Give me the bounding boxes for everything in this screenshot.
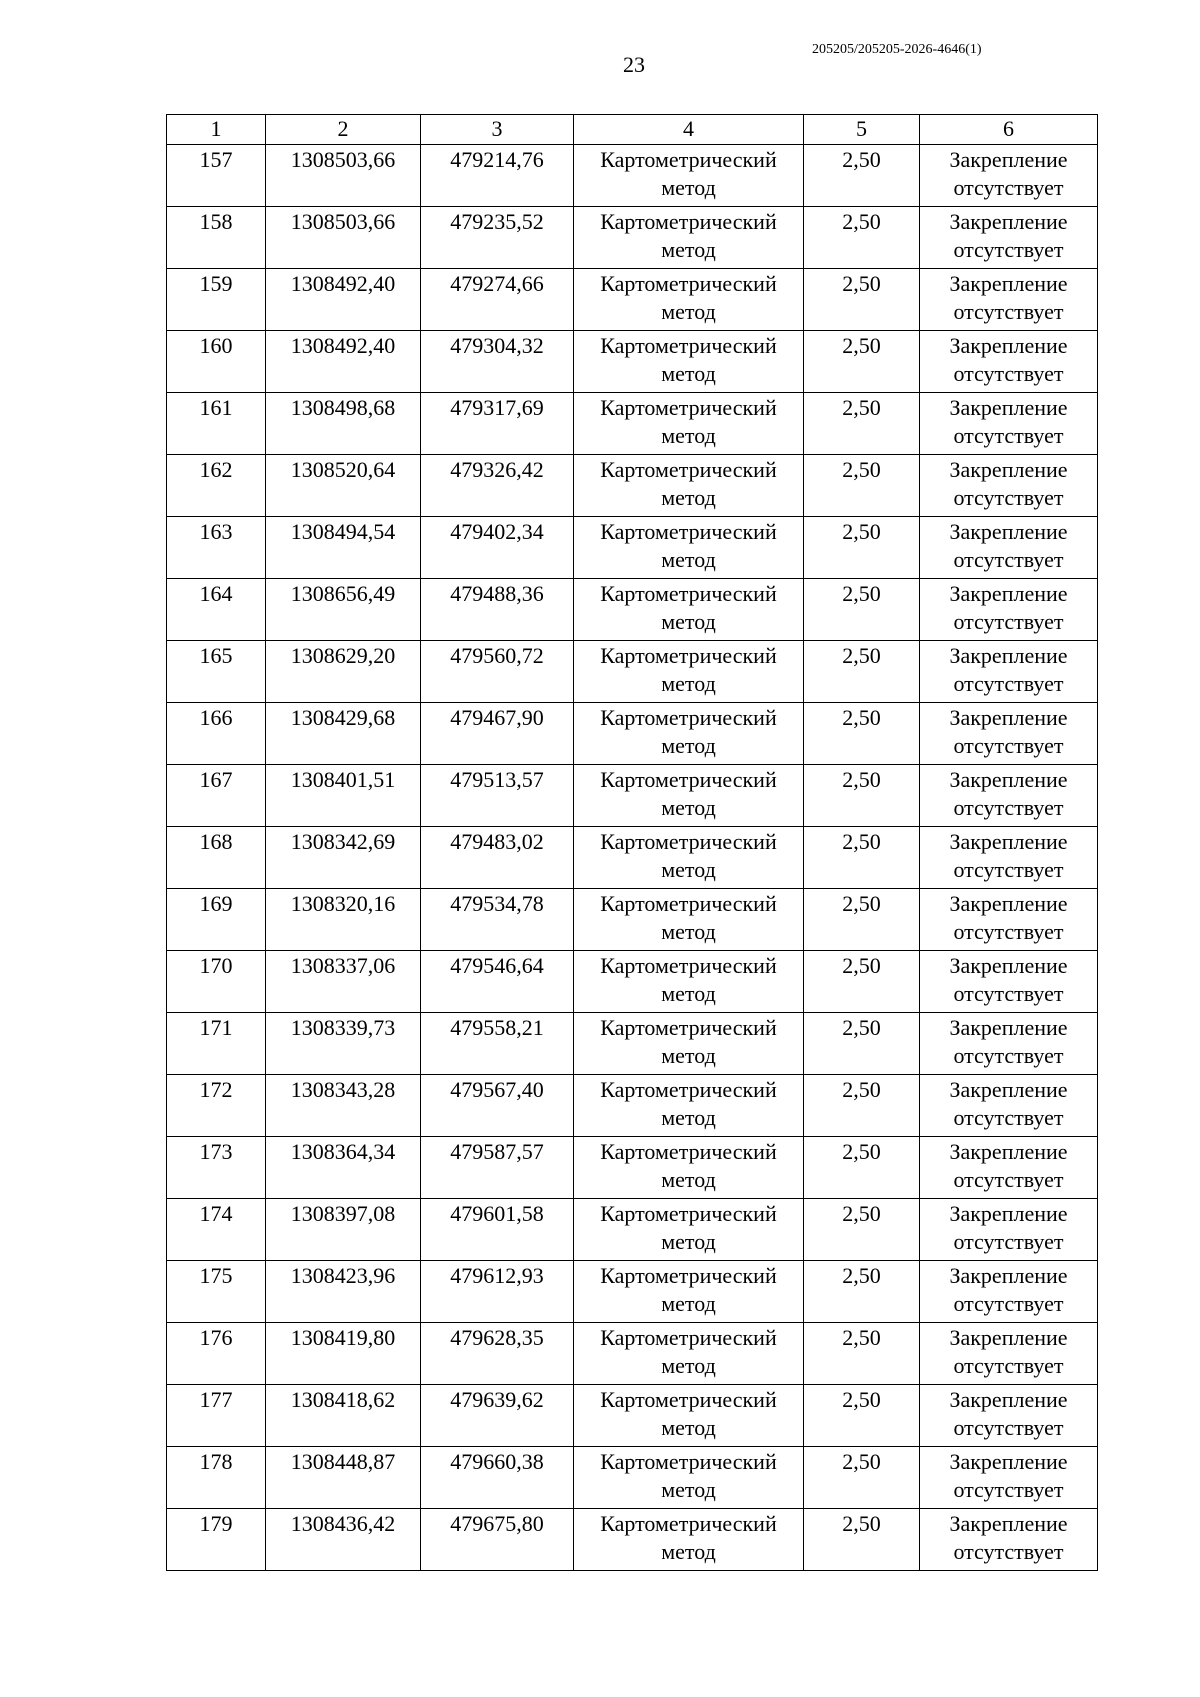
table-header-row [167, 115, 1098, 145]
y-coordinate-cell: 479612,93 [421, 1261, 574, 1323]
method-cell-line-2: метод [661, 609, 716, 634]
point-number-cell: 172 [167, 1075, 266, 1137]
method-cell-line-2: метод [661, 1415, 716, 1440]
method-cell-line-1: Картометрический [600, 1077, 777, 1102]
x-coordinate-cell: 1308418,62 [266, 1385, 421, 1447]
accuracy-cell: 2,50 [804, 827, 920, 889]
accuracy-cell: 2,50 [804, 145, 920, 207]
method-cell-line-1: Картометрический [600, 519, 777, 544]
fixation-cell-line-1: Закрепление [949, 333, 1068, 358]
x-coordinate-cell: 1308337,06 [266, 951, 421, 1013]
fixation-cell-line-1: Закрепление [949, 581, 1068, 606]
fixation-cell-line-2: отсутствует [953, 671, 1064, 696]
method-cell-line-1: Картометрический [600, 953, 777, 978]
fixation-cell [920, 207, 1098, 269]
table-row [167, 207, 1098, 269]
point-number-cell: 175 [167, 1261, 266, 1323]
fixation-cell-line-1: Закрепление [949, 1449, 1068, 1474]
method-cell-line-2: метод [661, 733, 716, 758]
y-coordinate-cell: 479214,76 [421, 145, 574, 207]
y-coordinate-cell: 479601,58 [421, 1199, 574, 1261]
method-cell-line-1: Картометрический [600, 891, 777, 916]
x-coordinate-cell: 1308629,20 [266, 641, 421, 703]
table-row [167, 1075, 1098, 1137]
x-coordinate-cell: 1308423,96 [266, 1261, 421, 1323]
point-number-cell: 157 [167, 145, 266, 207]
y-coordinate-cell: 479587,57 [421, 1137, 574, 1199]
fixation-cell [920, 889, 1098, 951]
column-header: 1 [167, 115, 266, 145]
method-cell [574, 951, 804, 1013]
method-cell-line-1: Картометрический [600, 1511, 777, 1536]
method-cell-line-1: Картометрический [600, 209, 777, 234]
method-cell-line-1: Картометрический [600, 271, 777, 296]
fixation-cell-line-1: Закрепление [949, 953, 1068, 978]
x-coordinate-cell: 1308503,66 [266, 145, 421, 207]
method-cell [574, 641, 804, 703]
accuracy-cell: 2,50 [804, 1075, 920, 1137]
method-cell-line-2: метод [661, 795, 716, 820]
fixation-cell-line-1: Закрепление [949, 829, 1068, 854]
method-cell [574, 455, 804, 517]
table-row [167, 889, 1098, 951]
table-row [167, 641, 1098, 703]
table-row [167, 145, 1098, 207]
method-cell [574, 765, 804, 827]
fixation-cell-line-1: Закрепление [949, 1263, 1068, 1288]
fixation-cell-line-1: Закрепление [949, 457, 1068, 482]
x-coordinate-cell: 1308343,28 [266, 1075, 421, 1137]
accuracy-cell: 2,50 [804, 1323, 920, 1385]
accuracy-cell: 2,50 [804, 269, 920, 331]
method-cell-line-1: Картометрический [600, 1449, 777, 1474]
fixation-cell-line-1: Закрепление [949, 1015, 1068, 1040]
fixation-cell-line-1: Закрепление [949, 209, 1068, 234]
point-number-cell: 173 [167, 1137, 266, 1199]
accuracy-cell: 2,50 [804, 641, 920, 703]
point-number-cell: 171 [167, 1013, 266, 1075]
fixation-cell [920, 1323, 1098, 1385]
method-cell-line-2: метод [661, 1477, 716, 1502]
method-cell-line-1: Картометрический [600, 1387, 777, 1412]
accuracy-cell: 2,50 [804, 1509, 920, 1571]
accuracy-cell: 2,50 [804, 1137, 920, 1199]
method-cell [574, 1199, 804, 1261]
y-coordinate-cell: 479274,66 [421, 269, 574, 331]
table-row [167, 579, 1098, 641]
fixation-cell [920, 1447, 1098, 1509]
x-coordinate-cell: 1308339,73 [266, 1013, 421, 1075]
fixation-cell-line-1: Закрепление [949, 271, 1068, 296]
method-cell-line-1: Картометрический [600, 333, 777, 358]
fixation-cell-line-2: отсутствует [953, 547, 1064, 572]
fixation-cell-line-1: Закрепление [949, 1139, 1068, 1164]
table-row [167, 393, 1098, 455]
method-cell-line-2: метод [661, 1229, 716, 1254]
method-cell [574, 517, 804, 579]
x-coordinate-cell: 1308364,34 [266, 1137, 421, 1199]
y-coordinate-cell: 479628,35 [421, 1323, 574, 1385]
point-number-cell: 179 [167, 1509, 266, 1571]
method-cell [574, 889, 804, 951]
point-number-cell: 174 [167, 1199, 266, 1261]
y-coordinate-cell: 479639,62 [421, 1385, 574, 1447]
method-cell-line-2: метод [661, 919, 716, 944]
fixation-cell-line-2: отсутствует [953, 1415, 1064, 1440]
fixation-cell-line-2: отсутствует [953, 1353, 1064, 1378]
fixation-cell-line-2: отсутствует [953, 733, 1064, 758]
table-row [167, 517, 1098, 579]
method-cell-line-2: метод [661, 981, 716, 1006]
accuracy-cell: 2,50 [804, 951, 920, 1013]
fixation-cell-line-1: Закрепление [949, 643, 1068, 668]
method-cell-line-2: метод [661, 857, 716, 882]
method-cell [574, 827, 804, 889]
fixation-cell-line-2: отсутствует [953, 361, 1064, 386]
fixation-cell-line-1: Закрепление [949, 767, 1068, 792]
y-coordinate-cell: 479488,36 [421, 579, 574, 641]
document-id: 205205/205205-2026-4646(1) [812, 42, 982, 57]
fixation-cell [920, 145, 1098, 207]
method-cell-line-1: Картометрический [600, 1325, 777, 1350]
method-cell-line-1: Картометрический [600, 1139, 777, 1164]
accuracy-cell: 2,50 [804, 331, 920, 393]
x-coordinate-cell: 1308436,42 [266, 1509, 421, 1571]
method-cell-line-1: Картометрический [600, 829, 777, 854]
accuracy-cell: 2,50 [804, 1013, 920, 1075]
fixation-cell-line-2: отсутствует [953, 1043, 1064, 1068]
fixation-cell-line-2: отсутствует [953, 1105, 1064, 1130]
method-cell-line-2: метод [661, 237, 716, 262]
fixation-cell-line-1: Закрепление [949, 519, 1068, 544]
fixation-cell-line-2: отсутствует [953, 981, 1064, 1006]
fixation-cell-line-2: отсутствует [953, 1167, 1064, 1192]
point-number-cell: 165 [167, 641, 266, 703]
table-row [167, 1447, 1098, 1509]
table-row [167, 455, 1098, 517]
method-cell-line-1: Картометрический [600, 457, 777, 482]
point-number-cell: 177 [167, 1385, 266, 1447]
x-coordinate-cell: 1308498,68 [266, 393, 421, 455]
fixation-cell-line-2: отсутствует [953, 919, 1064, 944]
accuracy-cell: 2,50 [804, 1261, 920, 1323]
x-coordinate-cell: 1308492,40 [266, 269, 421, 331]
table-row [167, 1199, 1098, 1261]
accuracy-cell: 2,50 [804, 889, 920, 951]
method-cell [574, 207, 804, 269]
fixation-cell-line-2: отсутствует [953, 1291, 1064, 1316]
fixation-cell [920, 951, 1098, 1013]
method-cell-line-2: метод [661, 1353, 716, 1378]
y-coordinate-cell: 479483,02 [421, 827, 574, 889]
fixation-cell [920, 1261, 1098, 1323]
method-cell-line-2: метод [661, 361, 716, 386]
method-cell-line-1: Картометрический [600, 767, 777, 792]
method-cell-line-1: Картометрический [600, 1201, 777, 1226]
method-cell [574, 1261, 804, 1323]
method-cell-line-1: Картометрический [600, 147, 777, 172]
fixation-cell [920, 517, 1098, 579]
table-row [167, 1509, 1098, 1571]
fixation-cell [920, 1137, 1098, 1199]
table-row [167, 331, 1098, 393]
point-number-cell: 164 [167, 579, 266, 641]
x-coordinate-cell: 1308397,08 [266, 1199, 421, 1261]
fixation-cell [920, 765, 1098, 827]
point-number-cell: 178 [167, 1447, 266, 1509]
method-cell-line-1: Картометрический [600, 1015, 777, 1040]
y-coordinate-cell: 479546,64 [421, 951, 574, 1013]
fixation-cell [920, 1385, 1098, 1447]
y-coordinate-cell: 479317,69 [421, 393, 574, 455]
accuracy-cell: 2,50 [804, 579, 920, 641]
fixation-cell-line-2: отсутствует [953, 857, 1064, 882]
fixation-cell-line-1: Закрепление [949, 1077, 1068, 1102]
method-cell-line-1: Картометрический [600, 705, 777, 730]
column-header: 3 [421, 115, 574, 145]
fixation-cell [920, 331, 1098, 393]
fixation-cell-line-1: Закрепление [949, 1511, 1068, 1536]
y-coordinate-cell: 479558,21 [421, 1013, 574, 1075]
accuracy-cell: 2,50 [804, 393, 920, 455]
x-coordinate-cell: 1308401,51 [266, 765, 421, 827]
method-cell [574, 579, 804, 641]
table-row [167, 1137, 1098, 1199]
fixation-cell [920, 455, 1098, 517]
y-coordinate-cell: 479560,72 [421, 641, 574, 703]
y-coordinate-cell: 479513,57 [421, 765, 574, 827]
accuracy-cell: 2,50 [804, 207, 920, 269]
y-coordinate-cell: 479304,32 [421, 331, 574, 393]
column-header: 4 [574, 115, 804, 145]
fixation-cell-line-2: отсутствует [953, 1229, 1064, 1254]
method-cell [574, 1447, 804, 1509]
x-coordinate-cell: 1308419,80 [266, 1323, 421, 1385]
table-row [167, 765, 1098, 827]
fixation-cell-line-2: отсутствует [953, 609, 1064, 634]
method-cell-line-2: метод [661, 1291, 716, 1316]
point-number-cell: 169 [167, 889, 266, 951]
fixation-cell-line-1: Закрепление [949, 1325, 1068, 1350]
method-cell-line-2: метод [661, 175, 716, 200]
method-cell-line-2: метод [661, 1043, 716, 1068]
method-cell [574, 1323, 804, 1385]
y-coordinate-cell: 479534,78 [421, 889, 574, 951]
method-cell [574, 331, 804, 393]
point-number-cell: 162 [167, 455, 266, 517]
y-coordinate-cell: 479660,38 [421, 1447, 574, 1509]
y-coordinate-cell: 479402,34 [421, 517, 574, 579]
method-cell-line-2: метод [661, 1105, 716, 1130]
method-cell [574, 1509, 804, 1571]
method-cell [574, 269, 804, 331]
point-number-cell: 166 [167, 703, 266, 765]
fixation-cell [920, 641, 1098, 703]
method-cell [574, 1013, 804, 1075]
fixation-cell-line-1: Закрепление [949, 705, 1068, 730]
point-number-cell: 168 [167, 827, 266, 889]
y-coordinate-cell: 479675,80 [421, 1509, 574, 1571]
method-cell-line-2: метод [661, 547, 716, 572]
fixation-cell [920, 703, 1098, 765]
coordinates-table [166, 114, 1098, 1571]
fixation-cell-line-1: Закрепление [949, 395, 1068, 420]
method-cell-line-2: метод [661, 299, 716, 324]
accuracy-cell: 2,50 [804, 703, 920, 765]
fixation-cell-line-1: Закрепление [949, 1387, 1068, 1412]
accuracy-cell: 2,50 [804, 1447, 920, 1509]
accuracy-cell: 2,50 [804, 1199, 920, 1261]
table-row [167, 951, 1098, 1013]
fixation-cell-line-2: отсутствует [953, 237, 1064, 262]
table-row [167, 269, 1098, 331]
point-number-cell: 170 [167, 951, 266, 1013]
x-coordinate-cell: 1308320,16 [266, 889, 421, 951]
table-row [167, 1261, 1098, 1323]
y-coordinate-cell: 479567,40 [421, 1075, 574, 1137]
y-coordinate-cell: 479235,52 [421, 207, 574, 269]
fixation-cell [920, 579, 1098, 641]
method-cell-line-2: метод [661, 423, 716, 448]
point-number-cell: 167 [167, 765, 266, 827]
table-row [167, 1323, 1098, 1385]
fixation-cell-line-1: Закрепление [949, 147, 1068, 172]
column-header: 2 [266, 115, 421, 145]
point-number-cell: 160 [167, 331, 266, 393]
fixation-cell-line-2: отсутствует [953, 795, 1064, 820]
accuracy-cell: 2,50 [804, 765, 920, 827]
fixation-cell [920, 269, 1098, 331]
x-coordinate-cell: 1308429,68 [266, 703, 421, 765]
method-cell [574, 393, 804, 455]
table-row [167, 1385, 1098, 1447]
x-coordinate-cell: 1308656,49 [266, 579, 421, 641]
y-coordinate-cell: 479467,90 [421, 703, 574, 765]
fixation-cell-line-2: отсутствует [953, 299, 1064, 324]
fixation-cell [920, 393, 1098, 455]
x-coordinate-cell: 1308492,40 [266, 331, 421, 393]
accuracy-cell: 2,50 [804, 1385, 920, 1447]
method-cell-line-1: Картометрический [600, 395, 777, 420]
table-row [167, 1013, 1098, 1075]
point-number-cell: 158 [167, 207, 266, 269]
fixation-cell-line-1: Закрепление [949, 891, 1068, 916]
column-header: 5 [804, 115, 920, 145]
fixation-cell [920, 1075, 1098, 1137]
method-cell-line-2: метод [661, 1167, 716, 1192]
method-cell-line-2: метод [661, 671, 716, 696]
fixation-cell [920, 1509, 1098, 1571]
method-cell [574, 1075, 804, 1137]
column-header: 6 [920, 115, 1098, 145]
fixation-cell [920, 1199, 1098, 1261]
accuracy-cell: 2,50 [804, 455, 920, 517]
table-body [167, 145, 1098, 1571]
y-coordinate-cell: 479326,42 [421, 455, 574, 517]
fixation-cell-line-2: отсутствует [953, 423, 1064, 448]
fixation-cell [920, 1013, 1098, 1075]
point-number-cell: 176 [167, 1323, 266, 1385]
method-cell-line-1: Картометрический [600, 581, 777, 606]
x-coordinate-cell: 1308503,66 [266, 207, 421, 269]
x-coordinate-cell: 1308342,69 [266, 827, 421, 889]
fixation-cell-line-2: отсутствует [953, 175, 1064, 200]
method-cell [574, 1385, 804, 1447]
accuracy-cell: 2,50 [804, 517, 920, 579]
point-number-cell: 163 [167, 517, 266, 579]
fixation-cell-line-1: Закрепление [949, 1201, 1068, 1226]
fixation-cell-line-2: отсутствует [953, 1477, 1064, 1502]
page-number: 23 [623, 52, 645, 77]
method-cell [574, 145, 804, 207]
fixation-cell-line-2: отсутствует [953, 485, 1064, 510]
method-cell [574, 703, 804, 765]
point-number-cell: 159 [167, 269, 266, 331]
x-coordinate-cell: 1308520,64 [266, 455, 421, 517]
method-cell [574, 1137, 804, 1199]
x-coordinate-cell: 1308494,54 [266, 517, 421, 579]
table-row [167, 703, 1098, 765]
fixation-cell-line-2: отсутствует [953, 1539, 1064, 1564]
method-cell-line-2: метод [661, 1539, 716, 1564]
method-cell-line-1: Картометрический [600, 1263, 777, 1288]
fixation-cell [920, 827, 1098, 889]
table-row [167, 827, 1098, 889]
method-cell-line-1: Картометрический [600, 643, 777, 668]
point-number-cell: 161 [167, 393, 266, 455]
method-cell-line-2: метод [661, 485, 716, 510]
x-coordinate-cell: 1308448,87 [266, 1447, 421, 1509]
